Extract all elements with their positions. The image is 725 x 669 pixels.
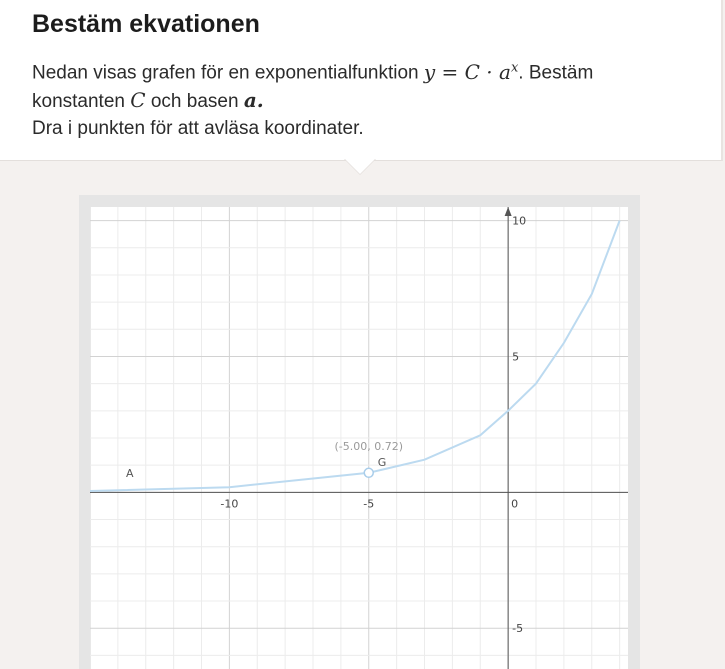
function-graph [90, 207, 628, 669]
draggable-point-g[interactable] [364, 468, 373, 477]
y-tick-label: 10 [512, 214, 527, 228]
desc-line3: Dra i punkten för att avläsa koordinater. [32, 117, 364, 139]
equation-exponent: x [510, 60, 519, 75]
task-description [32, 54, 682, 142]
base-a: a. [243, 87, 264, 112]
desc-line1-end: . Bestäm [518, 62, 594, 84]
point-g-coordinate: (-5.00, 0.72) [334, 439, 404, 453]
desc-line2-mid: och basen [150, 90, 239, 112]
task-card [0, 0, 723, 161]
equation [424, 60, 518, 84]
card-notch [345, 159, 375, 174]
x-tick-label: -10 [220, 497, 239, 511]
page-title: Bestäm ekvationen [32, 10, 260, 38]
y-tick-label: 5 [512, 350, 520, 364]
desc-line2-start: konstanten [32, 90, 125, 112]
desc-line1-text: Nedan visas grafen för en exponentialfunktion [32, 62, 419, 84]
x-tick-label: -5 [363, 497, 375, 511]
equation-lhs: y = C · a [423, 59, 511, 84]
x-tick-label: 0 [511, 497, 519, 511]
point-a-label: A [126, 467, 134, 481]
constant-C: C [130, 87, 146, 112]
y-tick-label: -5 [512, 622, 524, 636]
point-g-label: G [377, 455, 387, 469]
